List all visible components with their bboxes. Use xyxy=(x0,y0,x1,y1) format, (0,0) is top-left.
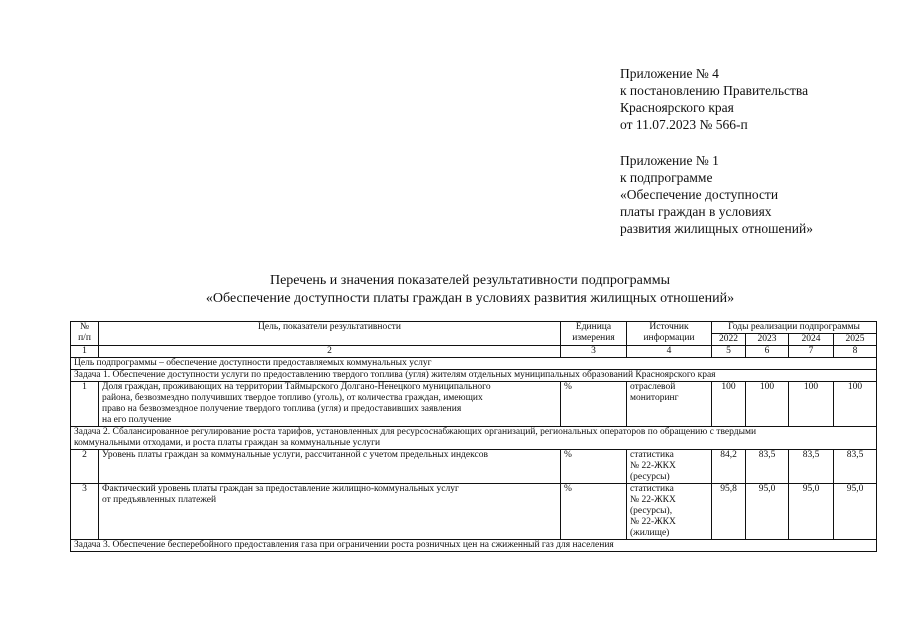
goal-row xyxy=(71,358,877,370)
value-cell: 83,5 xyxy=(789,450,834,484)
source-line: № 22-ЖКХ xyxy=(630,495,676,505)
indicator-line: Доля граждан, проживающих на территории Таймырского Долгано-Ненецкого муниципального xyxy=(102,382,491,392)
document-title xyxy=(60,272,880,308)
goal-text: Цель подпрограммы – обеспечение доступности предоставляемых коммунальных услуг xyxy=(71,358,877,370)
appendix-top-line: к постановлению Правительства xyxy=(620,83,809,98)
unit-cell: % xyxy=(561,484,627,540)
title-line: Перечень и значения показателей результативности подпрограммы xyxy=(269,273,671,288)
appendix-sub-line: «Обеспечение доступности xyxy=(620,187,779,202)
indicators-table xyxy=(70,321,877,552)
value-cell: 84,2 xyxy=(712,450,746,484)
header-source xyxy=(627,322,712,346)
indicator-line: Фактический уровень платы граждан за предоставление жилищно-коммунальных услуг xyxy=(102,484,459,494)
indicator-line: от предъявленных платежей xyxy=(102,495,217,505)
task-1-text: Задача 1. Обеспечение доступности услуги по предоставлению твердого топлива (угля) жителям отдельных муниципальных образований Красноярского края xyxy=(71,370,877,382)
header-years-title: Годы реализации подпрограммы xyxy=(712,322,877,334)
task-3-text: Задача 3. Обеспечение бесперебойного предоставления газа при ограничении роста розничных цен на сжиженный газ для населения xyxy=(71,540,877,552)
column-number: 1 xyxy=(71,346,99,358)
source-line: мониторинг xyxy=(630,393,679,403)
column-number: 6 xyxy=(746,346,789,358)
appendix-top-block xyxy=(620,65,808,133)
column-numbers-row xyxy=(71,346,877,358)
value-cell: 95,0 xyxy=(834,484,877,540)
row-number: 2 xyxy=(71,450,99,484)
indicator-text xyxy=(99,382,561,427)
unit-cell: % xyxy=(561,450,627,484)
source-line: статистика xyxy=(630,450,674,460)
row-number: 3 xyxy=(71,484,99,540)
appendix-sub-line: развития жилищных отношений» xyxy=(620,221,813,236)
header-source-line: Источник xyxy=(649,322,689,332)
source-line: № 22-ЖКХ xyxy=(630,461,676,471)
header-num xyxy=(71,322,99,346)
column-number: 3 xyxy=(561,346,627,358)
value-cell: 100 xyxy=(746,382,789,427)
source-cell xyxy=(627,382,712,427)
table-row xyxy=(71,450,877,484)
task-row xyxy=(71,427,877,450)
appendix-top-line: от 11.07.2023 № 566-п xyxy=(620,117,748,132)
indicator-text xyxy=(99,484,561,540)
value-cell: 100 xyxy=(834,382,877,427)
value-cell: 100 xyxy=(789,382,834,427)
task-line: Задача 2. Сбалансированное регулирование роста тарифов, установленных для ресурсоснабжающих организаций, региональных операторов по обращению с твердыми xyxy=(74,427,757,437)
appendix-sub-line: платы граждан в условиях xyxy=(620,204,772,219)
table-row xyxy=(71,484,877,540)
header-year: 2024 xyxy=(789,334,834,346)
header-source-line: информации xyxy=(643,333,695,343)
header-year: 2023 xyxy=(746,334,789,346)
appendix-sub-line: Приложение № 1 xyxy=(620,153,719,168)
value-cell: 95,0 xyxy=(746,484,789,540)
appendix-sub-block xyxy=(620,152,813,237)
table-row xyxy=(71,382,877,427)
header-row xyxy=(71,322,877,334)
column-number: 4 xyxy=(627,346,712,358)
value-cell: 83,5 xyxy=(746,450,789,484)
value-cell: 95,0 xyxy=(789,484,834,540)
header-unit-line: Единица xyxy=(575,322,612,332)
task-line: коммунальными отходами, и роста платы граждан за коммунальные услуги xyxy=(74,438,381,448)
indicator-line: района, безвозмездно получивших твердое топливо (уголь), от количества граждан, имеющих xyxy=(102,393,483,403)
column-number: 2 xyxy=(99,346,561,358)
source-line: (жилище) xyxy=(630,528,670,538)
task-row xyxy=(71,540,877,552)
header-year: 2022 xyxy=(712,334,746,346)
column-number: 8 xyxy=(834,346,877,358)
source-line: (ресурсы), xyxy=(630,506,673,516)
header-goal: Цель, показатели результативности xyxy=(99,322,561,346)
source-line: (ресурсы) xyxy=(630,472,670,482)
column-number: 7 xyxy=(789,346,834,358)
title-line: «Обеспечение доступности платы граждан в условиях развития жилищных отношений» xyxy=(205,291,735,306)
appendix-sub-line: к подпрограмме xyxy=(620,170,713,185)
header-unit-line: измерения xyxy=(572,333,615,343)
source-line: статистика xyxy=(630,484,674,494)
task-row xyxy=(71,370,877,382)
row-number: 1 xyxy=(71,382,99,427)
appendix-top-line: Приложение № 4 xyxy=(620,66,719,81)
indicator-line: право на безвозмездное получение твердого топлива (угля) и предоставивших заявления xyxy=(102,404,462,414)
column-number: 5 xyxy=(712,346,746,358)
unit-cell: % xyxy=(561,382,627,427)
source-line: № 22-ЖКХ xyxy=(630,517,676,527)
header-num-line: № xyxy=(79,322,90,332)
value-cell: 100 xyxy=(712,382,746,427)
header-num-line: п/п xyxy=(78,333,91,343)
source-cell xyxy=(627,484,712,540)
source-line: отраслевой xyxy=(630,382,676,392)
header-year: 2025 xyxy=(834,334,877,346)
value-cell: 83,5 xyxy=(834,450,877,484)
indicator-line: на его получение xyxy=(102,415,172,425)
value-cell: 95,8 xyxy=(712,484,746,540)
source-cell xyxy=(627,450,712,484)
appendix-top-line: Красноярского края xyxy=(620,100,734,115)
indicator-text: Уровень платы граждан за коммунальные услуги, рассчитанной с учетом предельных индексов xyxy=(99,450,561,484)
header-unit xyxy=(561,322,627,346)
task-2-text xyxy=(71,427,877,450)
